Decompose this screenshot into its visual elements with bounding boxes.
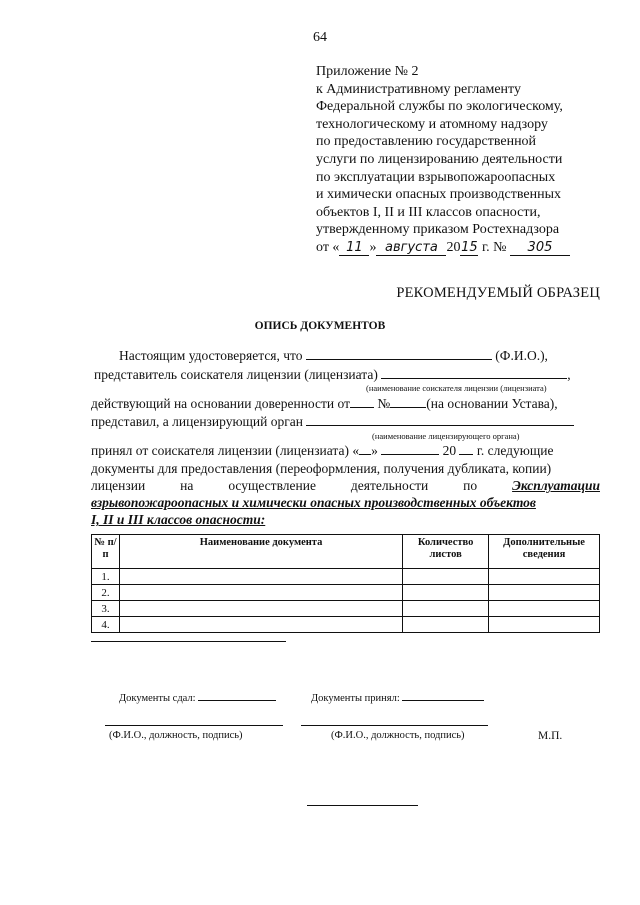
row-number: 2. <box>92 585 120 601</box>
received-label: Документы принял: <box>311 693 400 704</box>
appendix-line: по предоставлению государственной <box>316 134 537 150</box>
row-number: 1. <box>92 569 120 585</box>
body-line-1 <box>119 348 548 364</box>
row-number: 3. <box>92 601 120 617</box>
order-date-line <box>316 239 570 257</box>
quote-close: » <box>371 443 378 458</box>
cell-additional-info[interactable] <box>489 601 600 617</box>
word: по <box>463 478 478 493</box>
caption-right: (Ф.И.О., должность, подпись) <box>331 730 465 741</box>
word: осуществление <box>228 478 316 493</box>
appendix-line: и химически опасных производственных <box>316 187 561 203</box>
applicant-name-blank <box>381 367 567 379</box>
cell-additional-info[interactable] <box>489 617 600 633</box>
date-blank <box>350 396 374 408</box>
cell-additional-info[interactable] <box>489 569 600 585</box>
number-label: г. № <box>481 239 507 255</box>
year-prefix: 20 <box>446 239 461 255</box>
text-power-of-attorney: действующий на основании доверенности от <box>91 396 350 411</box>
text-year-prefix: 20 <box>442 443 457 458</box>
table-header-row <box>92 535 600 569</box>
footnote-divider <box>91 641 286 642</box>
documents-table <box>91 534 600 633</box>
word: деятельности <box>350 478 429 493</box>
page-number: 64 <box>313 30 327 45</box>
body-line-6: документы для предоставления (переоформления, получения дубликата, копии) <box>91 461 552 476</box>
word: на <box>180 478 194 493</box>
text-following: г. следующие <box>476 443 554 458</box>
caption-applicant: (наименование соискателя лицензии (лицензиата) <box>366 383 547 393</box>
signature-line-right[interactable] <box>301 725 488 726</box>
bottom-divider <box>307 805 418 806</box>
cell-sheet-count[interactable] <box>403 617 489 633</box>
month-blank <box>381 443 439 455</box>
comma: , <box>567 367 571 382</box>
table-row <box>92 617 600 633</box>
text-applicant-representative: представитель соискателя лицензии (лицензиата) <box>94 367 378 382</box>
handed-over-label: Документы сдал: <box>119 693 196 704</box>
text-charter: (на основании Устава), <box>426 396 558 411</box>
header-number: № п/п <box>92 535 120 569</box>
body-line-8: взрывопожароопасных и химически опасных производственных объектов <box>91 495 536 510</box>
signature-line-left[interactable] <box>105 725 283 726</box>
caption-left: (Ф.И.О., должность, подпись) <box>109 730 243 741</box>
appendix-header <box>316 63 570 257</box>
handwritten-order-number: 305 <box>510 241 570 256</box>
year-blank <box>459 443 473 455</box>
appendix-line: услуги по лицензированию деятельности <box>316 151 563 167</box>
appendix-line: объектов I, II и III классов опасности, <box>316 204 541 220</box>
day-blank <box>359 443 371 455</box>
appendix-line: технологическому и атомному надзору <box>316 116 548 132</box>
authority-name-blank <box>306 414 574 426</box>
handwritten-day: 11 <box>339 241 369 256</box>
text-certify: Настоящим удостоверяется, что <box>119 348 303 363</box>
cell-sheet-count[interactable] <box>403 569 489 585</box>
received-blank[interactable] <box>402 689 484 701</box>
cell-document-name[interactable] <box>119 601 402 617</box>
caption-authority: (наименование лицензирующего органа) <box>372 431 520 441</box>
appendix-line: по эксплуатации взрывопожароопасных <box>316 169 556 185</box>
body-line-7 <box>91 478 600 494</box>
body-line-2 <box>94 367 571 383</box>
appendix-line: Приложение № 2 <box>316 64 419 79</box>
cell-document-name[interactable] <box>119 585 402 601</box>
table-row <box>92 569 600 585</box>
body-line-5 <box>91 443 553 459</box>
text-accepted: принял от соискателя лицензии (лицензиата) « <box>91 443 360 458</box>
handed-over-block <box>119 689 276 704</box>
handed-over-blank[interactable] <box>198 689 276 701</box>
cell-document-name[interactable] <box>119 569 402 585</box>
appendix-line: к Административному регламенту <box>316 81 521 97</box>
text-fio: (Ф.И.О.), <box>495 348 548 363</box>
cell-document-name[interactable] <box>119 617 402 633</box>
handwritten-year: 15 <box>461 239 478 255</box>
body-line-3 <box>91 396 558 412</box>
cell-additional-info[interactable] <box>489 585 600 601</box>
date-prefix: от « <box>316 239 340 255</box>
activity-word: Эксплуатации <box>512 478 600 493</box>
recommended-sample-label: РЕКОМЕНДУЕМЫЙ ОБРАЗЕЦ <box>396 285 600 301</box>
fio-blank <box>306 348 492 360</box>
handwritten-month: августа <box>376 241 446 256</box>
header-sheet-count: Количество листов <box>403 535 489 569</box>
header-document-name: Наименование документа <box>119 535 402 569</box>
word: лицензии <box>91 478 146 493</box>
body-line-9: I, II и III классов опасности: <box>91 512 266 527</box>
text-number-sign: № <box>377 396 391 411</box>
table-row <box>92 585 600 601</box>
received-block <box>311 689 484 704</box>
cell-sheet-count[interactable] <box>403 585 489 601</box>
number-blank <box>390 396 426 408</box>
row-number: 4. <box>92 617 120 633</box>
document-title: ОПИСЬ ДОКУМЕНТОВ <box>254 320 386 332</box>
seal-label: М.П. <box>538 730 563 742</box>
date-mid: » <box>369 239 377 255</box>
table-row <box>92 601 600 617</box>
body-line-4 <box>91 414 574 430</box>
appendix-line: Федеральной службы по экологическому, <box>316 99 563 115</box>
cell-sheet-count[interactable] <box>403 601 489 617</box>
header-additional-info: Дополнительные сведения <box>489 535 600 569</box>
text-licensing-authority: представил, а лицензирующий орган <box>91 414 303 429</box>
appendix-line: утвержденному приказом Ростехнадзора <box>316 222 560 238</box>
